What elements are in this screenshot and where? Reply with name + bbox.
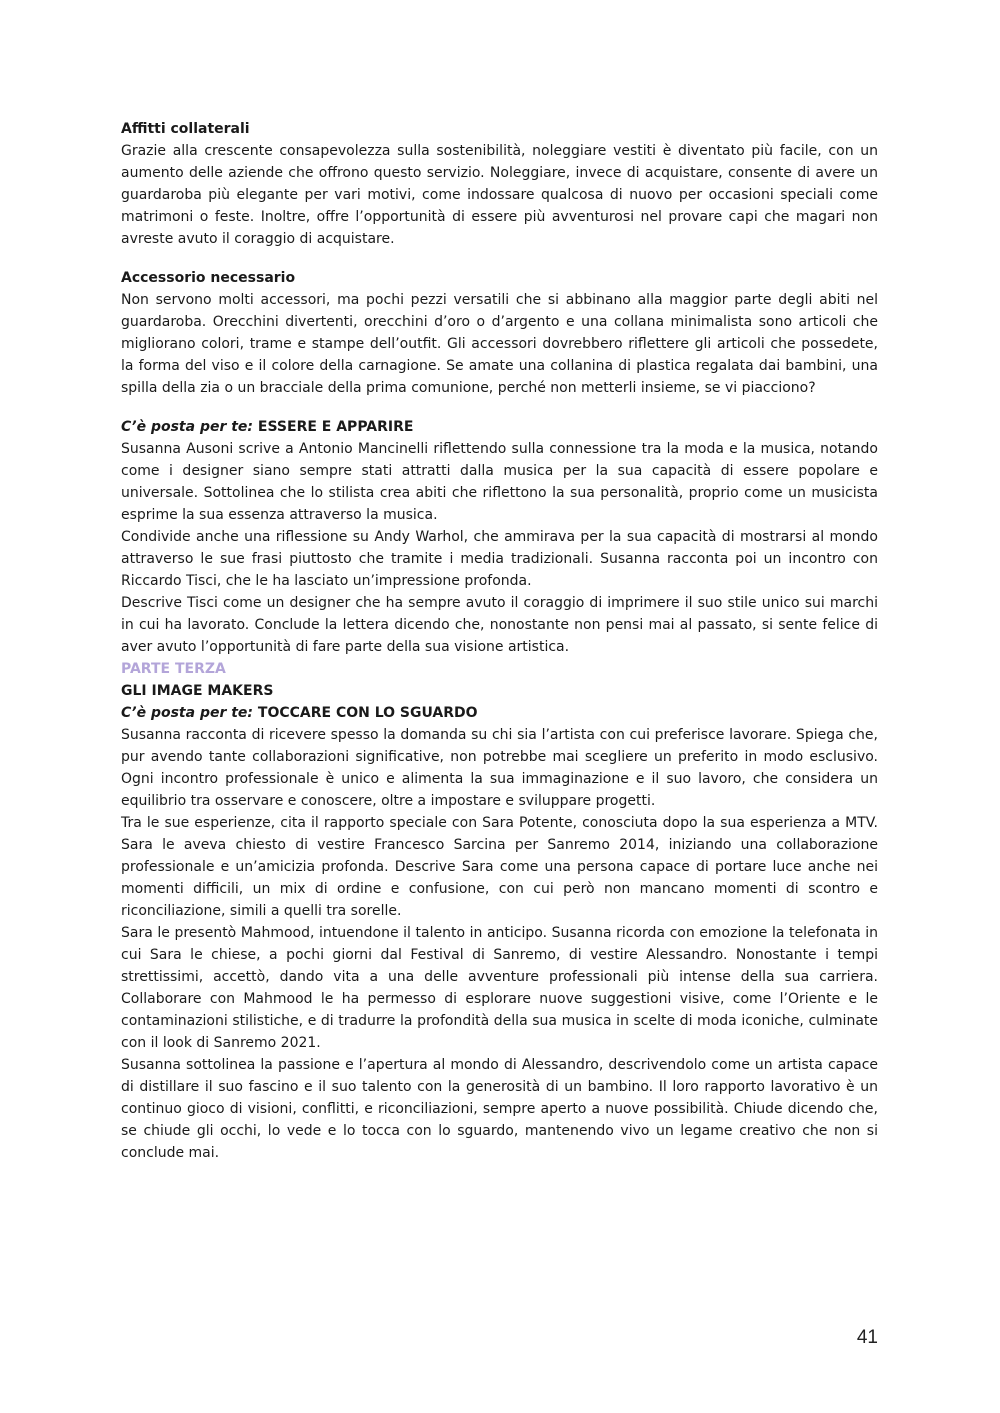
paragraph: Tra le sue esperienze, cita il rapporto speciale con Sara Potente, conosciuta dopo la sua esperienza a MTV. Sara le aveva chiesto di vestire Francesco Sarcina per Sanremo 2014, iniziando una collaborazione professionale e un’amicizia profonda. Descrive Sara come una persona capace di portare luce anche nei momenti difficili, un mix di ordine e confusione, con cui però non mancano momenti di scontro e riconciliazione, simili a quelli tra sorelle. [121,815,878,919]
paragraph: Condivide anche una riflessione su Andy Warhol, che ammirava per la sua capacità di mostrarsi al mondo attraverso le sue frasi piuttosto che tramite i media tradizionali. Susanna racconta poi un incontro con Riccardo Tisci, che le ha lasciato un’impressione profonda. [121,529,878,589]
heading-title: TOCCARE CON LO SGUARDO [257,705,478,721]
paragraph: Non servono molti accessori, ma pochi pezzi versatili che si abbinano alla maggior parte degli abiti nel guardaroba. Orecchini divertenti, orecchini d’oro o d’argento e una collana minimalista sono articoli che migliorano colori, trame e stampe dell’outfit. Gli accessori dovrebbero riflettere gli articoli che possedete, la forma del viso e il colore della carnagione. Se amate una collanina di plastica regalata dai bambini, una spilla della zia o un bracciale della prima comunione, perché non metterli insieme, se vi piacciono? [121,292,878,396]
section-heading-accessorio: Accessorio necessario [121,270,296,286]
heading-prefix: C’è posta per te: [121,705,254,721]
section-heading-toccare [121,702,878,724]
page-number: 41 [856,1327,878,1348]
document-page [121,118,878,1164]
section-heading-affitti: Affitti collaterali [121,121,250,137]
heading-prefix: C’è posta per te: [121,419,254,435]
part-label: PARTE TERZA [121,661,226,677]
paragraph: Susanna racconta di ricevere spesso la domanda su chi sia l’artista con cui preferisce lavorare. Spiega che, pur avendo tante collaborazioni significative, non potrebbe mai scegliere un preferito in modo esclusivo. Ogni incontro professionale è unico e alimenta la sua immaginazione e il suo lavoro, che considera un equilibrio tra osservare e conoscere, oltre a impostare e sviluppare progetti. [121,727,878,809]
paragraph: Sara le presentò Mahmood, intuendone il talento in anticipo. Susanna ricorda con emozione la telefonata in cui Sara le chiese, a pochi giorni dal Festival di Sanremo, di vestire Alessandro. Nonostante i tempi strettissimi, accettò, dando vita a una delle avventure professionali più intense della sua carriera. Collaborare con Mahmood le ha permesso di esplorare nuove suggestioni visive, come l’Oriente e le contaminazioni stilistiche, e di tradurre la profondità della sua musica in scelte di moda iconiche, culminate con il look di Sanremo 2021. [121,925,878,1051]
part-title: GLI IMAGE MAKERS [121,683,274,699]
paragraph: Descrive Tisci come un designer che ha sempre avuto il coraggio di imprimere il suo stile unico sui marchi in cui ha lavorato. Conclude la lettera dicendo che, nonostante non pensi mai al passato, si sente felice di aver avuto l’opportunità di fare parte della sua visione artistica. [121,595,878,655]
paragraph: Grazie alla crescente consapevolezza sulla sostenibilità, noleggiare vestiti è diventato più facile, con un aumento delle aziende che offrono questo servizio. Noleggiare, invece di acquistare, consente di avere un guardaroba più elegante per vari motivi, come indossare qualcosa di nuovo per occasioni speciali come matrimoni o feste. Inoltre, offre l’opportunità di essere più avventurosi nel provare capi che magari non avreste avuto il coraggio di acquistare. [121,143,878,247]
heading-title: ESSERE E APPARIRE [257,419,414,435]
paragraph: Susanna Ausoni scrive a Antonio Mancinelli riflettendo sulla connessione tra la moda e la musica, notando come i designer siano sempre stati attratti dalla musica per la sua capacità di essere popolare e universale. Sottolinea che lo stilista crea abiti che riflettono la sua personalità, proprio come un musicista esprime la sua essenza attraverso la musica. [121,441,878,523]
section-heading-essere [121,416,878,438]
paragraph: Susanna sottolinea la passione e l’apertura al mondo di Alessandro, descrivendolo come un artista capace di distillare il suo fascino e il suo talento con la generosità di un bambino. Il loro rapporto lavorativo è un continuo gioco di visioni, conflitti, e riconciliazioni, sempre aperto a nuove possibilità. Chiude dicendo che, se chiude gli occhi, lo vede e lo tocca con lo sguardo, mantenendo vivo un legame creativo che non si conclude mai. [121,1057,878,1161]
